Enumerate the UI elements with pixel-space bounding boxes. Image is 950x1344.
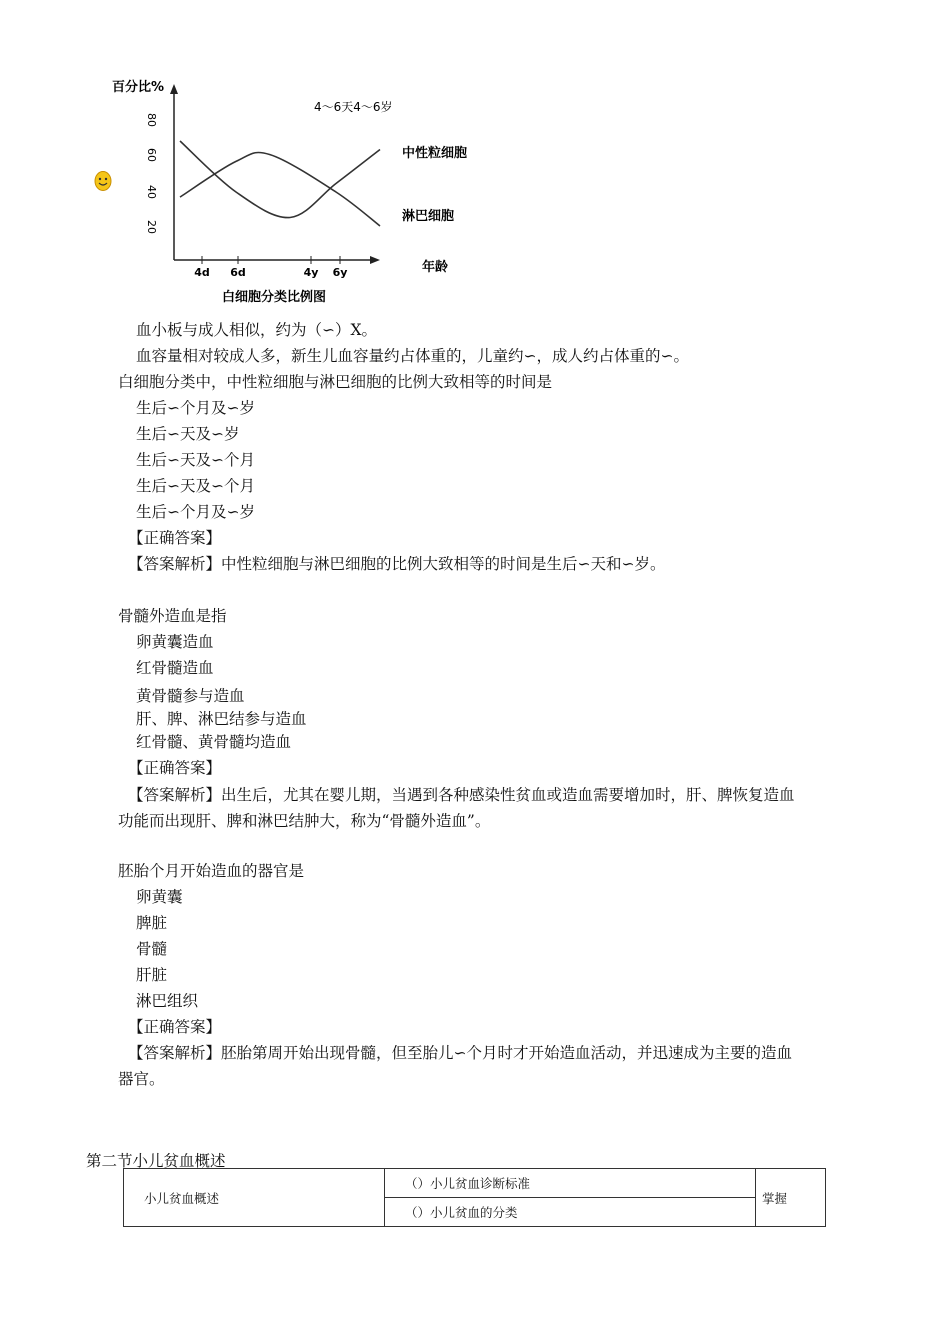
chart-caption: 白细胞分类比例图 bbox=[222, 290, 327, 305]
chart-annotation: 4～6天4～6岁 bbox=[314, 100, 393, 114]
question-3-answer-label: 【正确答案】 bbox=[128, 1018, 222, 1036]
question-1-option[interactable]: 生后∽个月及∽岁 bbox=[136, 399, 255, 417]
y-axis-arrow bbox=[170, 84, 178, 94]
table-cell-item: （）小儿贫血诊断标准 bbox=[385, 1169, 756, 1198]
question-1-option[interactable]: 生后∽天及∽个月 bbox=[136, 451, 255, 469]
x-axis-label: 年龄 bbox=[422, 260, 449, 275]
table-row bbox=[124, 1169, 826, 1198]
question-2-stem: 骨髓外造血是指 bbox=[118, 607, 227, 625]
question-1-explanation: 【答案解析】中性粒细胞与淋巴细胞的比例大致相等的时间是生后∽天和∽岁。 bbox=[128, 555, 666, 573]
question-2-option[interactable]: 红骨髓造血 bbox=[136, 659, 214, 677]
question-3-option[interactable]: 淋巴组织 bbox=[136, 992, 199, 1010]
wbc-ratio-chart bbox=[90, 70, 490, 310]
question-3-explanation: 【答案解析】胚胎第周开始出现骨髓，但至胎儿∽个月时才开始造血活动，并迅速成为主要的造血 bbox=[128, 1044, 792, 1062]
question-3-option[interactable]: 卵黄囊 bbox=[136, 888, 183, 906]
question-3-stem: 胚胎个月开始造血的器官是 bbox=[118, 862, 305, 880]
question-1-option[interactable]: 生后∽天及∽岁 bbox=[136, 425, 240, 443]
question-3-option[interactable]: 脾脏 bbox=[136, 914, 168, 932]
question-2-option[interactable]: 红骨髓、黄骨髓均造血 bbox=[136, 733, 292, 751]
x-tick-label: 6y bbox=[332, 266, 348, 279]
x-axis-arrow bbox=[370, 256, 380, 264]
text-line-platelet: 血小板与成人相似，约为（∽）X。 bbox=[136, 321, 378, 339]
y-tick-label: 20 bbox=[145, 220, 158, 234]
question-2-explanation-cont: 功能而出现肝、脾和淋巴结肿大，称为“骨髓外造血”。 bbox=[118, 812, 491, 830]
question-2-explanation: 【答案解析】出生后，尤其在婴儿期，当遇到各种感染性贫血或造血需要增加时，肝、脾恢复造血 bbox=[128, 786, 795, 804]
y-tick-label: 80 bbox=[145, 113, 158, 127]
question-3-option[interactable]: 骨髓 bbox=[136, 940, 168, 958]
series-label-neutrophil: 中性粒细胞 bbox=[402, 146, 468, 161]
outline-table bbox=[123, 1168, 826, 1227]
question-2-answer-label: 【正确答案】 bbox=[128, 759, 222, 777]
question-1-answer-label: 【正确答案】 bbox=[128, 529, 222, 547]
series-line-lymphocyte bbox=[180, 152, 380, 226]
question-3-explanation-cont: 器官。 bbox=[118, 1070, 165, 1088]
question-1-stem: 白细胞分类中，中性粒细胞与淋巴细胞的比例大致相等的时间是 bbox=[118, 373, 553, 391]
text-line-blood-volume: 血容量相对较成人多，新生儿血容量约占体重的，儿童约∽，成人约占体重的∽。 bbox=[136, 347, 689, 365]
smiley-icon bbox=[93, 171, 113, 191]
series-label-lymphocyte: 淋巴细胞 bbox=[402, 209, 455, 224]
x-tick-label: 4y bbox=[303, 266, 319, 279]
question-2-option[interactable]: 肝、脾、淋巴结参与造血 bbox=[136, 710, 307, 728]
chart-svg bbox=[90, 70, 490, 310]
question-2-option[interactable]: 黄骨髓参与造血 bbox=[136, 687, 245, 705]
x-tick-label: 6d bbox=[230, 266, 246, 279]
question-1-option[interactable]: 生后∽个月及∽岁 bbox=[136, 503, 255, 521]
question-3-option[interactable]: 肝脏 bbox=[136, 966, 168, 984]
question-2-option[interactable]: 卵黄囊造血 bbox=[136, 633, 214, 651]
table-cell-topic: 小儿贫血概述 bbox=[124, 1169, 385, 1227]
y-tick-label: 40 bbox=[145, 185, 158, 199]
table-cell-level: 掌握 bbox=[756, 1169, 826, 1227]
section-title: 第二节小儿贫血概述 bbox=[86, 1152, 226, 1170]
y-axis-label: 百分比% bbox=[112, 80, 165, 95]
y-ticks bbox=[145, 113, 158, 234]
x-tick-label: 4d bbox=[194, 266, 210, 279]
table-cell-item: （）小儿贫血的分类 bbox=[385, 1198, 756, 1227]
question-1-option[interactable]: 生后∽天及∽个月 bbox=[136, 477, 255, 495]
series-line-neutrophil bbox=[180, 141, 380, 218]
y-tick-label: 60 bbox=[145, 148, 158, 162]
